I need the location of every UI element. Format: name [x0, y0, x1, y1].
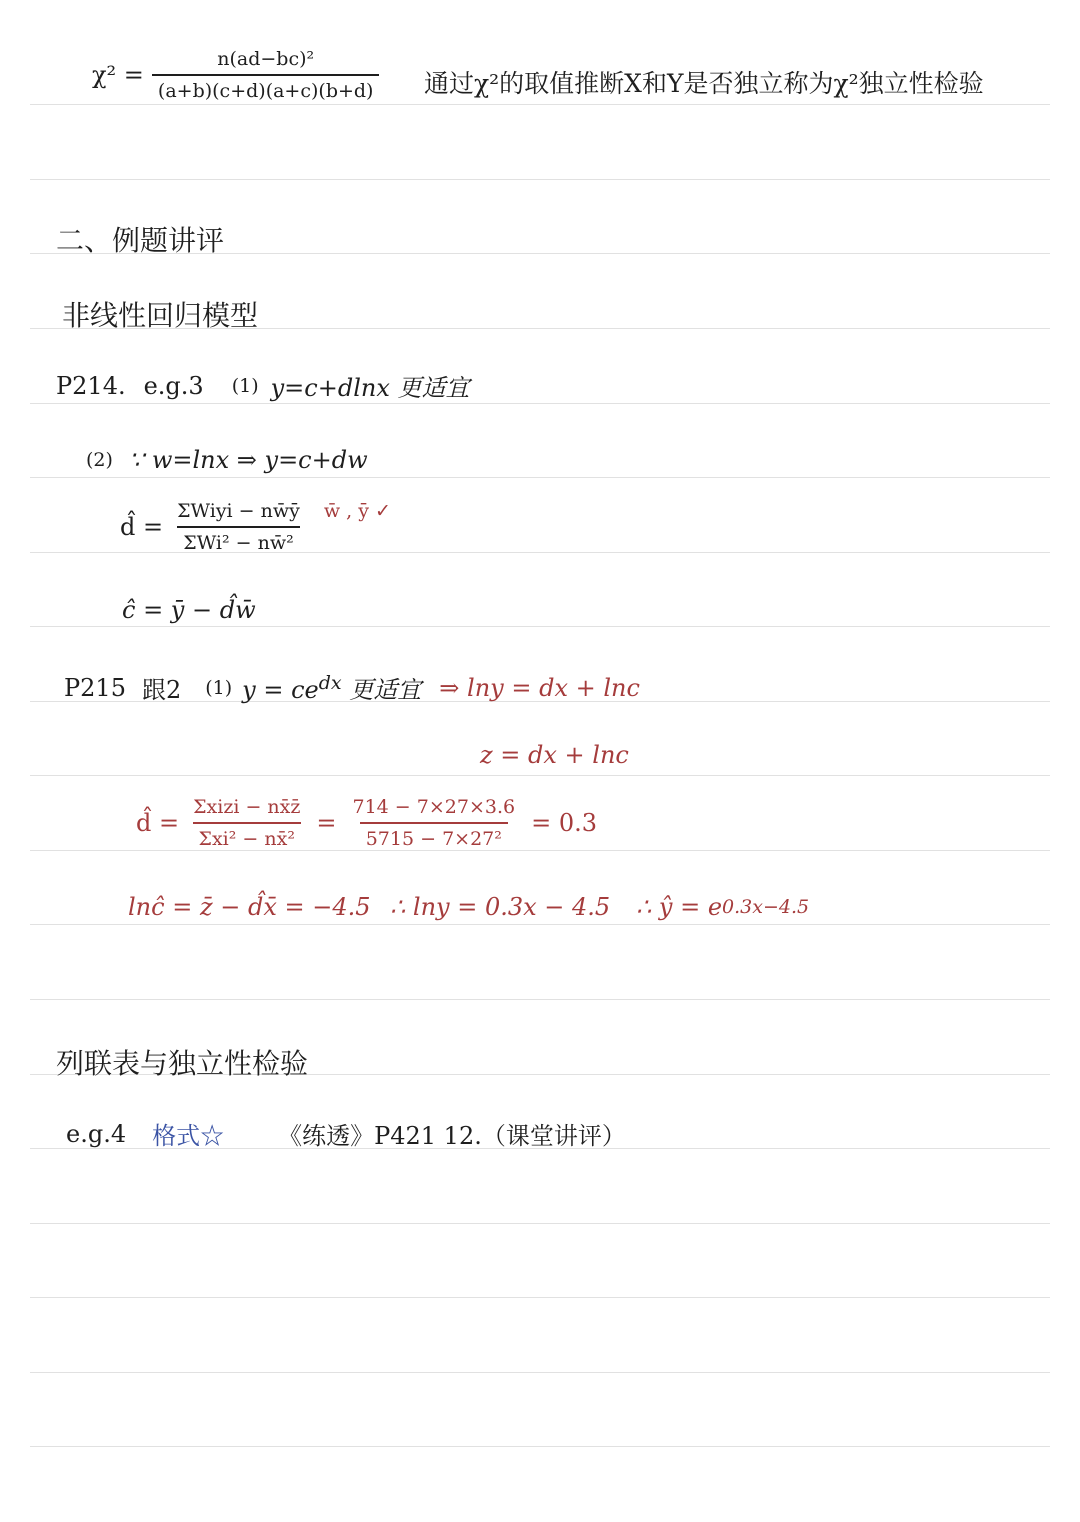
- z-definition-text: z = dx + lnc: [480, 741, 629, 769]
- rule-line: [30, 850, 1050, 851]
- format-note: 格式☆: [152, 1122, 225, 1150]
- chi-square-fraction: [152, 48, 380, 102]
- c-hat-text: ĉ = ȳ − d̂w̄: [122, 596, 256, 624]
- eg4-line: [66, 1116, 626, 1151]
- chi-square-lhs: χ² =: [92, 61, 144, 89]
- rule-line: [30, 924, 1050, 925]
- d-hat-lhs: d̂ =: [120, 513, 164, 541]
- d-hat-denominator: Σxi² − nx̄²: [193, 822, 301, 850]
- page-ref: P214.: [56, 371, 126, 400]
- section-heading-examples: [56, 219, 224, 259]
- rule-line: [30, 104, 1050, 105]
- rule-line: [30, 775, 1050, 776]
- d-hat-numerator: ΣWiyi − nw̄ȳ: [177, 500, 300, 522]
- part-number: (2): [86, 449, 113, 471]
- model-suffix: 更适宜: [341, 676, 422, 704]
- rule-line: [30, 403, 1050, 404]
- topic-heading-contingency: [56, 1042, 308, 1082]
- p214-example-line: [56, 368, 470, 403]
- chi-square-note: [424, 64, 984, 100]
- d-hat-numeric-denominator: 5715 − 7×27²: [360, 822, 508, 850]
- rule-line: [30, 477, 1050, 478]
- example-label: e.g.4: [66, 1119, 127, 1148]
- d-hat-numeric-numerator: 714 − 7×27×3.6: [352, 796, 516, 818]
- p214-substitution-line: [86, 446, 368, 474]
- d-hat-denominator: ΣWi² − nw̄²: [177, 526, 299, 554]
- topic-heading-text: 非线性回归模型: [62, 299, 259, 332]
- d-hat-result: = 0.3: [531, 809, 597, 837]
- d-hat-fraction: [187, 796, 306, 850]
- model-exponent: dx: [318, 672, 342, 694]
- y-hat-exponent: 0.3x−4.5: [722, 896, 810, 918]
- log-transform: ⇒ lny = dx + lnc: [439, 673, 640, 702]
- rule-line: [30, 1297, 1050, 1298]
- d-hat-fraction: [171, 500, 306, 554]
- d-hat-numeric-fraction: [347, 796, 522, 850]
- chi-square-formula: [92, 48, 379, 102]
- p215-example-line: [64, 670, 640, 705]
- d-hat-calculation: [136, 796, 597, 850]
- rule-line: [30, 626, 1050, 627]
- lny-line: [390, 893, 610, 921]
- substitution-statement: ∵ w=lnx ⇒ y=c+dw: [128, 446, 368, 474]
- lnc-text: lnĉ = z̄ − d̂x̄ = −4.5: [128, 893, 371, 921]
- model-statement: y=c+dlnx 更适宜: [270, 374, 470, 402]
- section-heading-text: 二、例题讲评: [56, 224, 225, 257]
- lny-text: ∴ lny = 0.3x − 4.5: [390, 893, 611, 921]
- z-definition-line: [480, 741, 629, 769]
- rule-line: [30, 999, 1050, 1000]
- topic-heading-nonlinear-regression: [62, 294, 258, 334]
- c-hat-formula: [122, 596, 256, 624]
- part-number: (1): [231, 374, 259, 397]
- rule-line: [30, 179, 1050, 180]
- d-hat-lhs: d̂ =: [136, 809, 180, 837]
- d-hat-formula: [120, 500, 391, 554]
- rule-line: [30, 1223, 1050, 1224]
- example-label: e.g.3: [143, 371, 204, 400]
- topic-heading-text: 列联表与独立性检验: [56, 1047, 309, 1080]
- rule-line: [30, 1372, 1050, 1373]
- example-label: 跟2: [141, 676, 182, 704]
- equals-sign: =: [316, 809, 337, 837]
- part-number: (1): [205, 676, 233, 699]
- d-hat-margin-note: w̄ , ȳ ✓: [323, 500, 391, 522]
- chi-square-note-text: 通过χ²的取值推断X和Y是否独立称为χ²独立性检验: [424, 69, 984, 98]
- exercise-reference: 《练透》P421 12.（课堂讲评）: [278, 1122, 626, 1150]
- chi-square-numerator: n(ad−bc)²: [217, 48, 315, 70]
- chi-square-denominator: (a+b)(c+d)(a+c)(b+d): [152, 74, 380, 102]
- d-hat-numerator: Σxizi − nx̄z̄: [193, 796, 301, 818]
- y-hat-line: [636, 893, 809, 921]
- y-hat-base: ∴ ŷ = e: [636, 893, 723, 921]
- model-statement: [242, 670, 421, 705]
- page-ref: P215: [64, 673, 126, 702]
- lnc-line: [128, 893, 371, 921]
- model-base: y = ce: [242, 676, 319, 704]
- rule-line: [30, 1446, 1050, 1447]
